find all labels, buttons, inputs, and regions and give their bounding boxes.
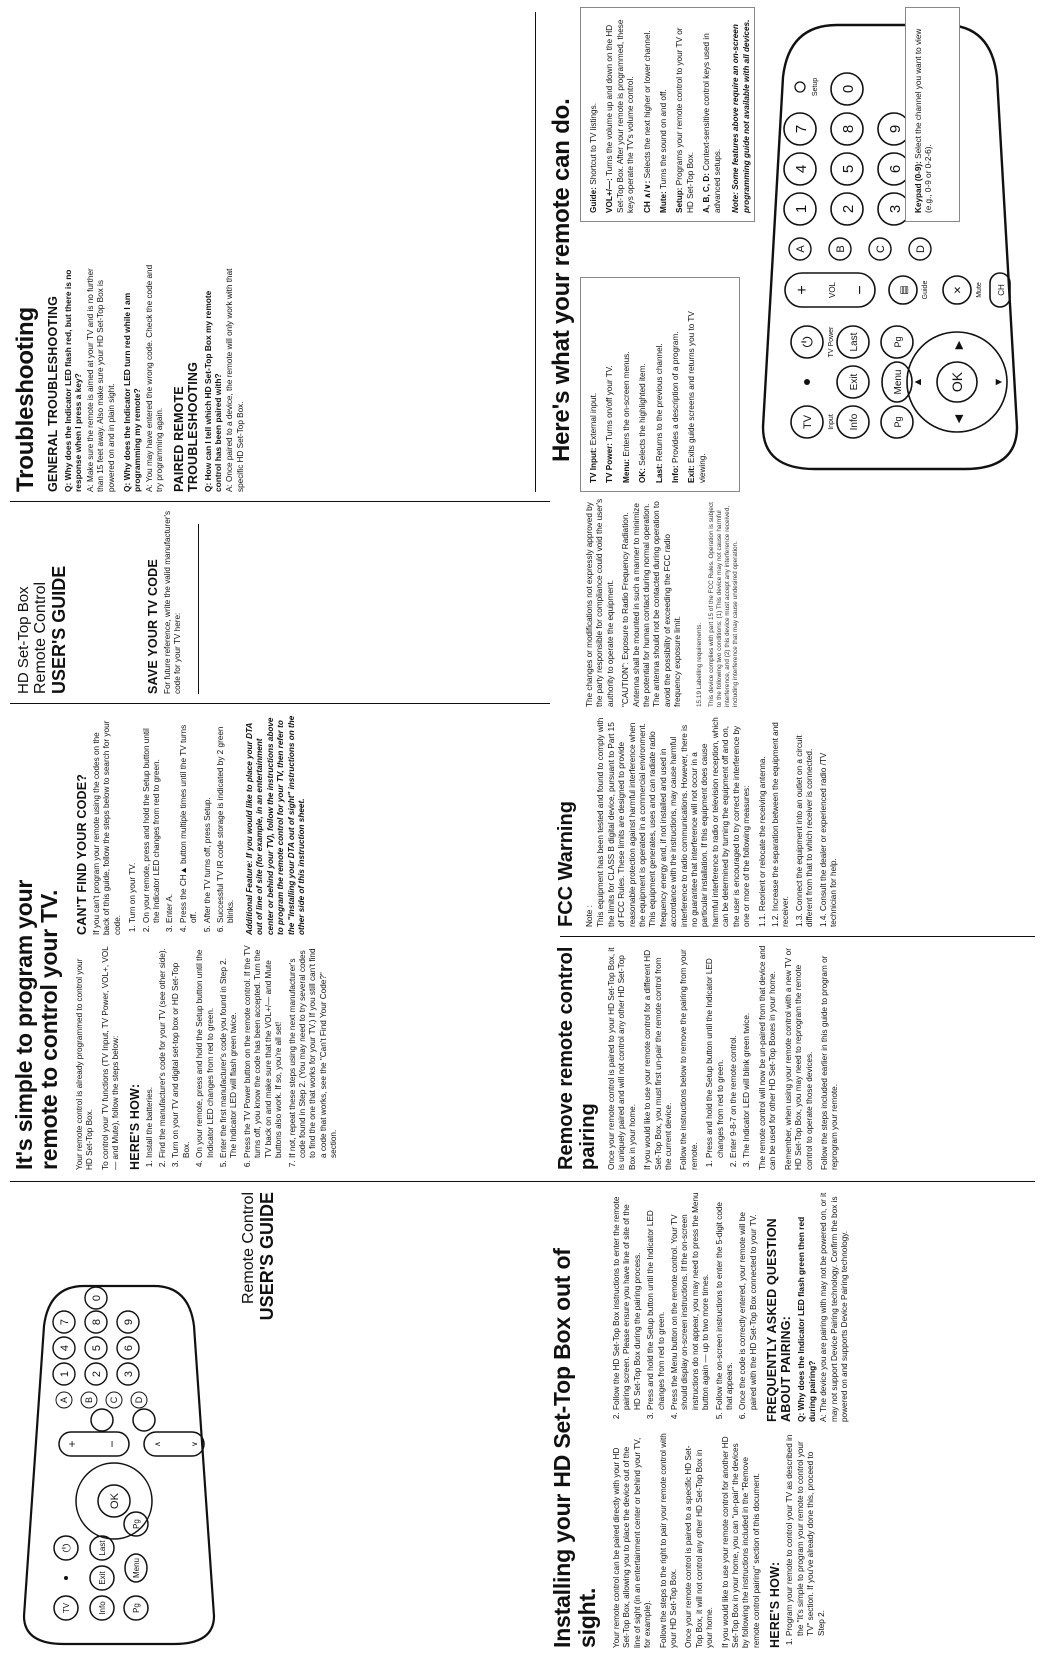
- pg-up-key-label: Pg: [132, 1603, 141, 1613]
- guide-icon: ▤: [899, 285, 910, 295]
- install-col-right: [612, 1192, 855, 1422]
- power-icon: ⏻: [61, 1543, 73, 1553]
- large-digit-8: 8: [840, 124, 857, 134]
- save-code-block: [140, 509, 199, 694]
- feature-tv-input-label: TV Input:: [589, 447, 598, 483]
- program-intro-2: To control your TV functions (TV Input, TV Power, VOL+, VOL— and Mute), follow the steps below:: [100, 946, 121, 1170]
- large-b-key: B: [835, 245, 847, 253]
- large-last-key-label: Last: [849, 332, 860, 352]
- feature-ch: [643, 14, 653, 213]
- digit-1-label: 1: [59, 1370, 71, 1378]
- divider-horizontal-right: [535, 12, 536, 492]
- digit-7-label: 7: [59, 1318, 71, 1326]
- cant-step-6: 6. Successful TV IR code storage is indicated by 2 green blinks.: [216, 715, 237, 923]
- feature-exit-text: Exits guide screens and returns you to TV viewing.: [687, 311, 707, 483]
- feature-setup-label: Setup:: [675, 187, 685, 213]
- digit-5-label: 5: [91, 1344, 103, 1352]
- cover2-block: [16, 544, 69, 694]
- feature-setup-text: Programs your remote control to your TV or HD Set-Top Box.: [675, 27, 695, 213]
- cant-step-5: 5. After the TV turns off, press Setup.: [203, 715, 213, 923]
- program-step-3: 3. Turn on your TV and digital set-top box or HD Set-Top Box.: [171, 945, 192, 1158]
- paired-trouble-heading: PAIRED REMOTE TROUBLESHOOTING: [171, 361, 200, 492]
- remote-drawing-small: [4, 1186, 234, 1656]
- large-tv-power-caption: TV Power: [828, 326, 835, 358]
- large-menu-key-label: Menu: [893, 369, 904, 395]
- feature-menu: [622, 284, 632, 483]
- save-code-text: For future reference, write the valid manufacturer's code for your TV here:: [163, 510, 183, 694]
- digit-9-label: 9: [123, 1318, 135, 1326]
- feature-abcd: [702, 14, 723, 213]
- program-step-6: 6. Press the TV Power button on the remote control. If the TV turns off, you know the code has been accepted. Turn the TV back on and make sure that the VOL+/— and Mute buttons also work. If so, you're all set!: [243, 945, 285, 1158]
- divider-mid-bottom: [560, 936, 1035, 937]
- large-pg-down-label: Pg: [893, 336, 903, 348]
- save-code-heading: SAVE YOUR TV CODE: [146, 559, 160, 694]
- remove-p4: The remote control will now be un-paired from that device and can be used for other HD Set-Top Boxes in your home.: [757, 945, 778, 1170]
- fcc-measure-3: 1.3. Connect the equipment into an outlet on a circuit different from that to which receiver is connected.: [794, 735, 815, 927]
- b-key-label: B: [84, 1396, 94, 1404]
- install-step-4: 4. Press the Menu button on the remote control. Your TV should display on-screen instructions. If the on-screen instructions do not appear, you may need to press the Menu button again — up to two more times.: [670, 1192, 712, 1410]
- feature-last-label: Last:: [654, 463, 664, 483]
- feature-info: [671, 284, 681, 483]
- remote-does-title-block: [548, 12, 576, 462]
- feature-ch-text: Selects the next higher or lower channel.: [642, 30, 652, 179]
- cover-title: USER'S GUIDE: [257, 1192, 277, 1321]
- large-digit-4: 4: [793, 164, 810, 174]
- cant-step-3: 3. Enter A.: [165, 715, 175, 923]
- feature-guide: [589, 14, 599, 213]
- remove-p6: Follow the steps included earlier in this guide to program or reprogram your remote.: [819, 955, 840, 1170]
- a-key-label: A: [59, 1396, 69, 1404]
- cover2-line1: HD Set-Top Box: [15, 586, 32, 694]
- large-digit-5: 5: [840, 164, 857, 174]
- program-col-left: [75, 945, 343, 1170]
- feature-mute: [659, 14, 669, 213]
- divider-mid-top: [10, 703, 550, 704]
- remote-does-title: Here's what your remote can do.: [548, 98, 575, 462]
- fcc-p4: 15.19 Labelling requirements.: [695, 622, 703, 707]
- digit-6-label: 6: [123, 1344, 135, 1352]
- ok-key-label: OK: [109, 1493, 121, 1509]
- trouble-a1: A: Make sure the remote is aimed at your TV and is no further than 15 feet away. Also make sure your HD Set-Top Box is powered on and in plain sight.: [85, 268, 116, 492]
- cover-subtitle: Remote Control: [240, 1192, 257, 1305]
- install-faq-answer: A: The device you are pairing with may not be powered on, or it may not support Device Pairing technology. Confirm the box is powered on and supports Device Pairing technology.: [819, 1192, 849, 1422]
- large-ok-key-label: OK: [949, 371, 965, 393]
- nav-down-icon: ▼: [993, 376, 1005, 388]
- install-faq-question: Q: Why does the Indicator LED flash green then red during pairing?: [796, 1216, 817, 1422]
- additional-feature-note: Additional Feature: If you would like to place your DTA out of line of site (for example, in an entertainment center or behind your TV), follow the instructions above to program the remote control for your TV, then refer to the "Installing your DTA out of sight" instructions on the other side of this instruction sheet.: [244, 715, 306, 935]
- keypad-box: [905, 7, 960, 222]
- install-how-heading: HERE'S HOW:: [768, 1561, 783, 1648]
- large-vol-label: VOL: [828, 281, 837, 299]
- large-mute-caption: Mute: [976, 282, 983, 298]
- fcc-p5: This device complies with part 15 of the FCC Rules. Operation is subject to the following two conditions: (1) This device may not cause harmful interference, and (2) this device must accept any interference received, including interference that may cause undesired operation.: [707, 502, 739, 707]
- large-digit-0: 0: [840, 84, 857, 94]
- install-p3: Once your remote control is paired to a specific HD Set-Top Box, it will not control any other HD Set-Top Box in your home.: [684, 1445, 715, 1648]
- tv-key-label: TV: [62, 1602, 71, 1614]
- feature-keypad: [914, 14, 935, 213]
- program-step-1: 1. Install the batteries.: [145, 945, 155, 1158]
- nav-up-icon: ▲: [912, 376, 924, 388]
- install-steps-left: [785, 1433, 827, 1648]
- feature-tv-input: [589, 284, 599, 483]
- feature-mute-text: Turns the sound on and off.: [659, 89, 669, 190]
- install-step-2: 2. Follow the HD Set-Top Box instructions to enter the remote pairing screen. Please ensure you have line of site of the HD Set-Top Box during the pairing process.: [612, 1192, 643, 1410]
- large-digit-1: 1: [793, 204, 810, 214]
- large-ch-label: CH: [997, 284, 1006, 296]
- large-digit-6: 6: [887, 164, 904, 174]
- remove-step-1: 1. Press and hold the Setup button until the Indicator LED changes from red to green.: [705, 945, 726, 1158]
- large-guide-caption: Guide: [922, 280, 929, 300]
- program-title-block: [12, 870, 62, 1170]
- pg-down-key-label: Pg: [132, 1519, 141, 1529]
- large-d-key: D: [915, 245, 927, 253]
- features-note: Note: Some features above require an on-screen programming guide not available with all devices.: [731, 19, 751, 213]
- install-step-3: 3. Press and hold the Setup button until the Indicator LED changes from red to green.: [646, 1192, 667, 1410]
- install-p1: Your remote control can be paired directly with your HD Set-Top Box, allowing you to place the device out of the line of sight (in an entertainment center or behind your TV, for example).: [612, 1437, 653, 1648]
- cover-block: [240, 1192, 277, 1332]
- remove-pairing-block: [555, 945, 846, 1170]
- mute-icon: ✕: [953, 285, 964, 295]
- exit-key-label: Exit: [98, 1571, 107, 1585]
- remote-drawing-large: [745, 17, 1035, 477]
- large-pg-up-label: Pg: [893, 416, 903, 428]
- c-key-label: C: [109, 1396, 119, 1404]
- program-step-2: 2. Find the manufacturer's code for your TV (see other side).: [158, 945, 168, 1158]
- large-tv-key-label: TV: [802, 414, 814, 430]
- fcc-col-left: [555, 717, 842, 927]
- fcc-col-right: [585, 497, 744, 707]
- info-key-label: Info: [98, 1601, 107, 1615]
- cant-find-steps: [128, 715, 237, 935]
- cover2-line3: USER'S GUIDE: [49, 565, 69, 694]
- small-remote-illustration: [4, 1186, 234, 1656]
- feature-abcd-text: Context-sensitive control keys used in advanced setups.: [702, 33, 722, 213]
- digit-4-label: 4: [59, 1344, 71, 1352]
- fcc-note-label: Note :: [585, 905, 594, 927]
- install-col-left: [612, 1433, 830, 1648]
- program-step-7: 7. If not, repeat these steps using the next manufacturer's code found in Step 2. (You may need to try several codes to find the one that works for your TV.) If you still can't find a code that works, see the "Can't Find Your Code?" section.: [288, 945, 340, 1158]
- program-col-right: [75, 715, 316, 935]
- large-digit-9: 9: [887, 124, 904, 134]
- fcc-measure-1: 1.1. Reorient or relocate the receiving antenna.: [757, 756, 767, 927]
- feature-ok: [638, 284, 648, 483]
- fcc-measure-4: 1.4. Consult the dealer or experienced radio /TV technician for help.: [818, 752, 838, 927]
- large-input-caption: Input: [828, 414, 835, 430]
- feature-vol-label: VOL+/—:: [605, 178, 615, 213]
- install-section: [550, 1188, 600, 1648]
- remove-p1: Once your remote control is paired to your HD Set-Top Box, it is uniquely paired and will not control any other HD Set-Top Box in your home.: [607, 947, 637, 1170]
- install-p4: If you would like to use your remote control for another HD Set-Top Box in your home, you can "un-pair" the devices by following the instructions included in the "Remove remote control pairing" section of this document.: [720, 1436, 761, 1648]
- last-key-label: Last: [98, 1540, 107, 1556]
- feature-tv-power-text: Turns on/off your TV.: [605, 365, 615, 441]
- menu-key-label: Menu: [132, 1557, 141, 1579]
- feature-guide-text: Shortcut to TV listings.: [589, 103, 598, 185]
- feature-setup: [675, 14, 696, 213]
- trouble-a3: A: Once paired to a device, the remote will only work with that specific HD Set-Top Box.: [225, 268, 245, 492]
- install-title: Installing your HD Set-Top Box out of sight.: [549, 1248, 600, 1648]
- cant-step-1: 1. Turn on your TV.: [128, 715, 138, 923]
- program-steps: [145, 945, 340, 1170]
- svg-text:∧: ∧: [153, 1441, 162, 1447]
- feature-ok-label: OK:: [638, 467, 648, 483]
- general-trouble-heading: GENERAL TROUBLESHOOTING: [46, 295, 60, 492]
- svg-text:+: +: [794, 285, 811, 295]
- nav-left-icon: ◀: [953, 414, 965, 424]
- feature-ch-label: CH ∧/∨:: [642, 180, 652, 213]
- fcc-measure-2: 1.2. Increase the separation between the equipment and receiver.: [770, 722, 791, 927]
- large-setup-caption: Setup: [812, 77, 819, 97]
- feature-guide-label: Guide:: [589, 187, 598, 213]
- install-step-5: 5. Follow the on-screen instructions to enter the 5-digit code that appears.: [715, 1192, 736, 1410]
- feature-tv-input-text: External input.: [589, 392, 598, 446]
- large-exit-key-label: Exit: [849, 373, 860, 391]
- large-a-key: A: [795, 245, 807, 253]
- digit-2-label: 2: [91, 1370, 103, 1378]
- feature-vol: [605, 14, 636, 213]
- remove-p5: Remember, when using your remote control with a new TV or HD Set-Top Box, you may need to reprogram the remote control to operate those devices.: [783, 948, 814, 1170]
- cant-find-intro: If you can't program your remote using the codes on the back of this guide, follow the steps below to search for your code.: [92, 720, 122, 935]
- install-steps-right: [612, 1192, 759, 1422]
- remove-title: Remove remote control pairing: [555, 946, 599, 1170]
- feature-keypad-label: Keypad (0-9):: [914, 161, 923, 213]
- feature-menu-label: Menu:: [621, 458, 631, 483]
- feature-exit: [687, 284, 708, 483]
- install-faq-heading: FREQUENTLY ASKED QUESTION ABOUT PAIRING:: [765, 1218, 794, 1422]
- remove-steps: [705, 945, 753, 1170]
- digit-3-label: 3: [123, 1370, 135, 1378]
- feature-tv-power-label: TV Power:: [605, 442, 615, 483]
- divider-right-top: [10, 501, 550, 502]
- fcc-p1: This equipment has been tested and found to comply with the limits for CLASS B digital device, pursuant to Part 15 of FCC Rules. These limits are designed to provide reasonable protection against harmful interference when the equipment is operated in a commercial environment. This equipment generates, uses and can radiate radio frequency energy and, if not installed and used in accordance with the instructions, may cause harmful interference to radio communications. However, there is no guarantee that interference will not occur in a particular installation. If this equipment does cause harmful interference to radio or television reception, which can be determined by turning the equipment off and on, the user is encouraged to try correct the interference by one or more of the following measures:: [596, 717, 752, 927]
- feature-exit-label: Exit:: [687, 465, 697, 483]
- feature-mute-label: Mute:: [659, 191, 669, 213]
- fcc-p3: "CAUTION": Exposure to Radio Frequency Radiation. Antenna shall be mounted in such a manner to minimize the potential for human contact during normal operation. The antenna should not be contacted during operation to avoid the possibility of exceeding the FCC radio frequency exposure limit.: [621, 501, 683, 707]
- feature-keypad-text: Select the channel you want to view (e.g., 0-9 or 0-2-6).: [914, 28, 934, 213]
- cant-find-heading: CAN'T FIND YOUR CODE?: [75, 773, 89, 935]
- fcc-measures: [758, 717, 840, 927]
- feature-info-label: Info:: [671, 465, 681, 483]
- install-step-1: 1. Program your remote to control your TV as described in the "It's simple to program your remote to control your TV" section. If you've already done this, proceed to Step 2.: [785, 1433, 827, 1636]
- feature-last-text: Returns to the previous channel.: [654, 343, 664, 462]
- trouble-q2: Q: Why does the Indicator LED turn red while I am programming my remote?: [122, 292, 143, 492]
- install-p2: Follow the steps to the right to pair your remote control with your HD Set-Top Box.: [658, 1433, 679, 1648]
- feature-tv-power: [605, 284, 615, 483]
- feature-last: [655, 284, 665, 483]
- fcc-p2: The changes or modifications not expressly approved by the party responsible for compliance could void the user's authority to operate the equipment.: [585, 498, 615, 707]
- divider-left: [10, 1181, 1035, 1182]
- large-power-icon: ⏻: [799, 336, 815, 348]
- cover2-line2: Remote Control: [32, 581, 49, 694]
- large-digit-7: 7: [793, 124, 810, 134]
- trouble-a2: A: You may have entered the wrong code. Check the code and try programming again.: [144, 264, 165, 492]
- code-write-line: [198, 524, 199, 694]
- feature-vol-text: Turns the volume up and down on the HD Set-Top Box. After your remote is programmed, these keys operate the TV's volume control.: [605, 19, 636, 213]
- remove-p2: If you would like to use your remote control for a different HD Set-Top Box, you must first un-pair the remote control from the current device.: [643, 949, 674, 1170]
- feature-info-text: Provides a description of a program.: [671, 331, 681, 463]
- svg-text:−: −: [852, 285, 869, 295]
- large-info-key-label: Info: [849, 413, 860, 431]
- large-c-key: C: [875, 245, 887, 253]
- svg-text:∨: ∨: [190, 1441, 199, 1447]
- program-step-4: 4. On your remote, press and hold the Setup button until the Indicator LED changes from red to green.: [195, 945, 216, 1158]
- trouble-title: Troubleshooting: [12, 307, 39, 492]
- program-step-5: 5. Enter the first manufacturer's code you found in Step 2. The Indicator LED will flash green twice.: [219, 945, 240, 1158]
- fcc-title: FCC Warning: [555, 801, 577, 927]
- large-remote-illustration: [745, 17, 1035, 477]
- trouble-q1: Q: Why does the Indicator LED flash red, but there is no response when I press a key?: [63, 269, 84, 492]
- install-step-6: 6. Once the code is correctly entered, your remote will be paired with the HD Set-Top Box connected to your TV.: [738, 1192, 759, 1410]
- trouble-q3: Q: How can I tell which HD Set-Top Box my remote control has been paired with?: [202, 290, 224, 492]
- svg-text:+: +: [65, 1440, 79, 1448]
- trouble-block: [12, 262, 251, 492]
- program-how-heading: HERE'S HOW:: [127, 1083, 142, 1170]
- program-intro-1: Your remote control is already programmed to control your HD Set-Top Box.: [75, 958, 95, 1170]
- feature-abcd-label: A, B, C, D:: [702, 172, 712, 213]
- large-digit-3: 3: [887, 204, 904, 214]
- digit-0-label: 0: [91, 1294, 103, 1302]
- svg-text:−: −: [105, 1440, 119, 1448]
- feature-ok-text: Selects the highlighted item.: [638, 363, 648, 466]
- cant-step-4: 4. Press the CH▲ button multiple times until the TV turns off.: [179, 715, 200, 923]
- remove-p3: Follow the instructions below to remove the pairing from your remote.: [679, 949, 699, 1170]
- remove-step-3: 3. The Indicator LED will blink green twice.: [742, 945, 752, 1158]
- d-key-label: D: [134, 1396, 144, 1404]
- cant-step-2: 2. On your remote, press and hold the Setup button until the Indicator LED changes from red to green.: [142, 715, 163, 923]
- program-title: It's simple to program your remote to control your TV.: [11, 879, 62, 1170]
- remove-step-2: 2. Enter 9-8-7 on the remote control.: [729, 945, 739, 1158]
- large-digit-2: 2: [840, 204, 857, 214]
- remote-features-box-right: [580, 7, 755, 222]
- feature-menu-text: Enters the on-screen menus.: [621, 351, 631, 457]
- digit-8-label: 8: [91, 1318, 103, 1326]
- remote-features-box-left: [580, 277, 740, 492]
- nav-right-icon: ▶: [953, 340, 965, 350]
